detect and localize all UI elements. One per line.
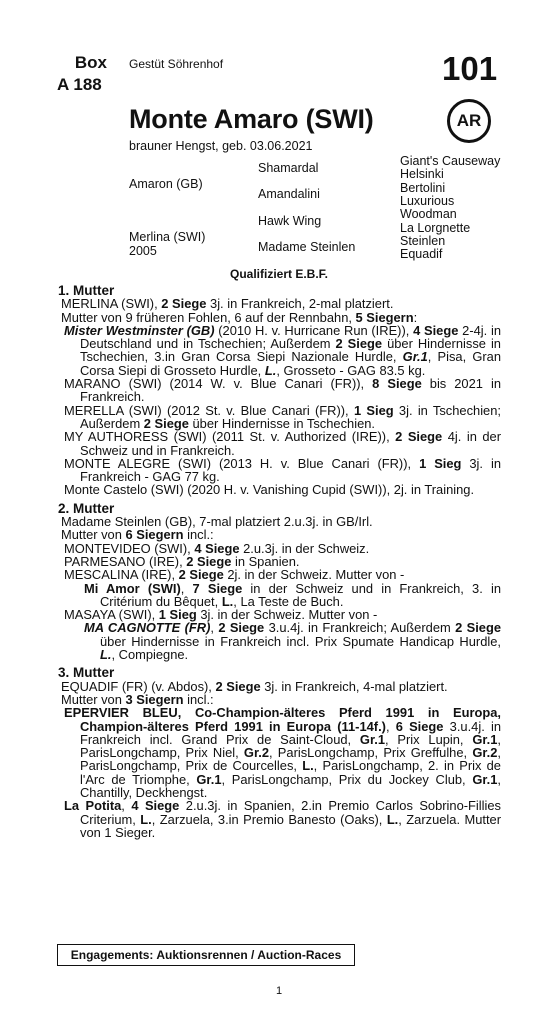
horse-name: Monte Amaro (SWI) — [129, 104, 374, 134]
pedigree-dam: Merlina (SWI) — [129, 230, 206, 244]
section-title: 1. Mutter — [58, 283, 115, 298]
progeny-entry: Monte Castelo (SWI) (2020 H. v. Vanishing Cupid (SWI)), 2j. in Training. — [64, 482, 475, 498]
progeny-entry: MONTEVIDEO (SWI), 4 Siege 2.u.3j. in der Schweiz. — [64, 540, 370, 556]
box-number: A 188 — [57, 75, 102, 94]
engagements-box: Engagements: Auktionsrennen / Auction-Races — [57, 944, 355, 966]
ar-badge: AR — [447, 99, 491, 143]
progeny-entry: Mister Westminster (GB) (2010 H. v. Hurricane Run (IRE)), 4 Siege 2-4j. in Deutschland und in Tschechien; Außerdem 2 Siege über Hindernisse in Tschechien, 3.in Gran Corsa Siepi Nazionale Hurdle, Gr.1, Pisa, Gran Corsa Siepi di Grosseto Hurdle, L., Grosseto - GAG 83.5 kg. — [64, 322, 502, 378]
pedigree-sire: Amaron (GB) — [129, 177, 203, 191]
pedigree-gen3: Helsinki — [400, 167, 444, 181]
progeny-entry: EPERVIER BLEU, Co-Champion-älteres Pferd 1991 in Europa, Champion-älteres Pferd 1991 in Europa (11-14f.), 6 Siege 3.u.4j. in Frankreich incl. Grand Prix de Saint-Cloud, Gr.1, Prix Lupin, Gr.1, ParisLongchamp, Prix Niel, Gr.2, ParisLongchamp, Prix Greffulhe, Gr.2, ParisLongchamp, Prix de Courcelles, L., ParisLongchamp, 2. in Prix de l'Arc de Triomphe, Gr.1, ParisLongchamp, Prix du Jockey Club, Gr.1, Chantilly, Deckhengst. — [64, 705, 502, 800]
pedigree-gen3: Luxurious — [400, 194, 455, 208]
progeny-entry: MY AUTHORESS (SWI) (2011 St. v. Authorized (IRE)), 2 Siege 4j. in der Schweiz und in Frankreich. — [64, 429, 501, 458]
catalogue-body — [58, 284, 501, 839]
progeny-entry: MASAYA (SWI), 1 Sieg 3j. in der Schweiz. Mutter von - — [64, 607, 378, 623]
stud-name: Gestüt Söhrenhof — [129, 57, 224, 71]
foals-summary: Mutter von 3 Siegern incl.: — [61, 691, 214, 707]
progeny-entry: PARMESANO (IRE), 2 Siege in Spanien. — [64, 553, 300, 569]
page-number: 1 — [275, 985, 283, 997]
pedigree-gen3: Giant's Causeway — [400, 154, 501, 168]
pedigree-gen2: Hawk Wing — [258, 214, 322, 228]
progeny-entry: MERELLA (SWI) (2012 St. v. Blue Canari (FR)), 1 Sieg 3j. in Tschechien; Außerdem 2 Siege über Hindernisse in Tschechien. — [64, 402, 501, 431]
foals-summary: Mutter von 6 Siegern incl.: — [61, 527, 214, 543]
progeny-entry: MARANO (SWI) (2014 W. v. Blue Canari (FR)), 8 Siege bis 2021 in Frankreich. — [64, 376, 501, 405]
dam-intro: MERLINA (SWI), 2 Siege 3j. in Frankreich, 2-mal platziert. — [61, 296, 394, 312]
pedigree-gen3: Steinlen — [400, 234, 446, 248]
box-label: Box — [74, 53, 107, 72]
horse-description: brauner Hengst, geb. 03.06.2021 — [129, 139, 313, 153]
progeny-entry: MESCALINA (IRE), 2 Siege 2j. in der Schweiz. Mutter von - — [64, 567, 405, 583]
progeny-entry: Mi Amor (SWI), 7 Siege in der Schweiz und in Frankreich, 3. in Critérium du Bêquet, L., La Teste de Buch. — [84, 580, 501, 609]
dam-intro: EQUADIF (FR) (v. Abdos), 2 Siege 3j. in Frankreich, 4-mal platziert. — [61, 678, 448, 694]
pedigree-dam-year: 2005 — [129, 244, 157, 258]
pedigree-gen2: Amandalini — [258, 187, 320, 201]
section-title: 2. Mutter — [58, 500, 115, 516]
pedigree-gen2: Shamardal — [258, 161, 319, 175]
section-title: 3. Mutter — [58, 665, 115, 681]
progeny-entry: MA CAGNOTTE (FR), 2 Siege 3.u.4j. in Frankreich; Außerdem 2 Siege über Hindernisse in Frankreich incl. Prix Spumate Handicap Hurdle, L., Compiegne. — [84, 620, 501, 663]
foals-summary: Mutter von 9 früheren Fohlen, 6 auf der Rennbahn, 5 Siegern: — [61, 309, 418, 325]
progeny-entry: La Potita, 4 Siege 2.u.3j. in Spanien, 2.in Premio Carlos Sobrino-Fillies Criterium, L., Zarzuela, 3.in Premio Banesto (Oaks), L., Zarzuela. Mutter von 1 Sieger. — [64, 798, 501, 840]
pedigree-gen3: Woodman — [400, 207, 457, 221]
qualification: Qualifiziert E.B.F. — [229, 267, 328, 281]
pedigree-gen3: Bertolini — [400, 181, 446, 195]
progeny-entry: MONTE ALEGRE (SWI) (2013 H. v. Blue Canari (FR)), 1 Sieg 3j. in Frankreich - GAG 77 kg. — [64, 455, 501, 485]
pedigree-gen3: Equadif — [400, 247, 443, 261]
pedigree-gen2: Madame Steinlen — [258, 240, 356, 254]
dam-intro: Madame Steinlen (GB), 7-mal platziert 2.u.3j. in GB/Irl. — [61, 514, 373, 530]
lot-number: 101 — [442, 50, 498, 87]
pedigree-gen3: La Lorgnette — [400, 221, 471, 235]
